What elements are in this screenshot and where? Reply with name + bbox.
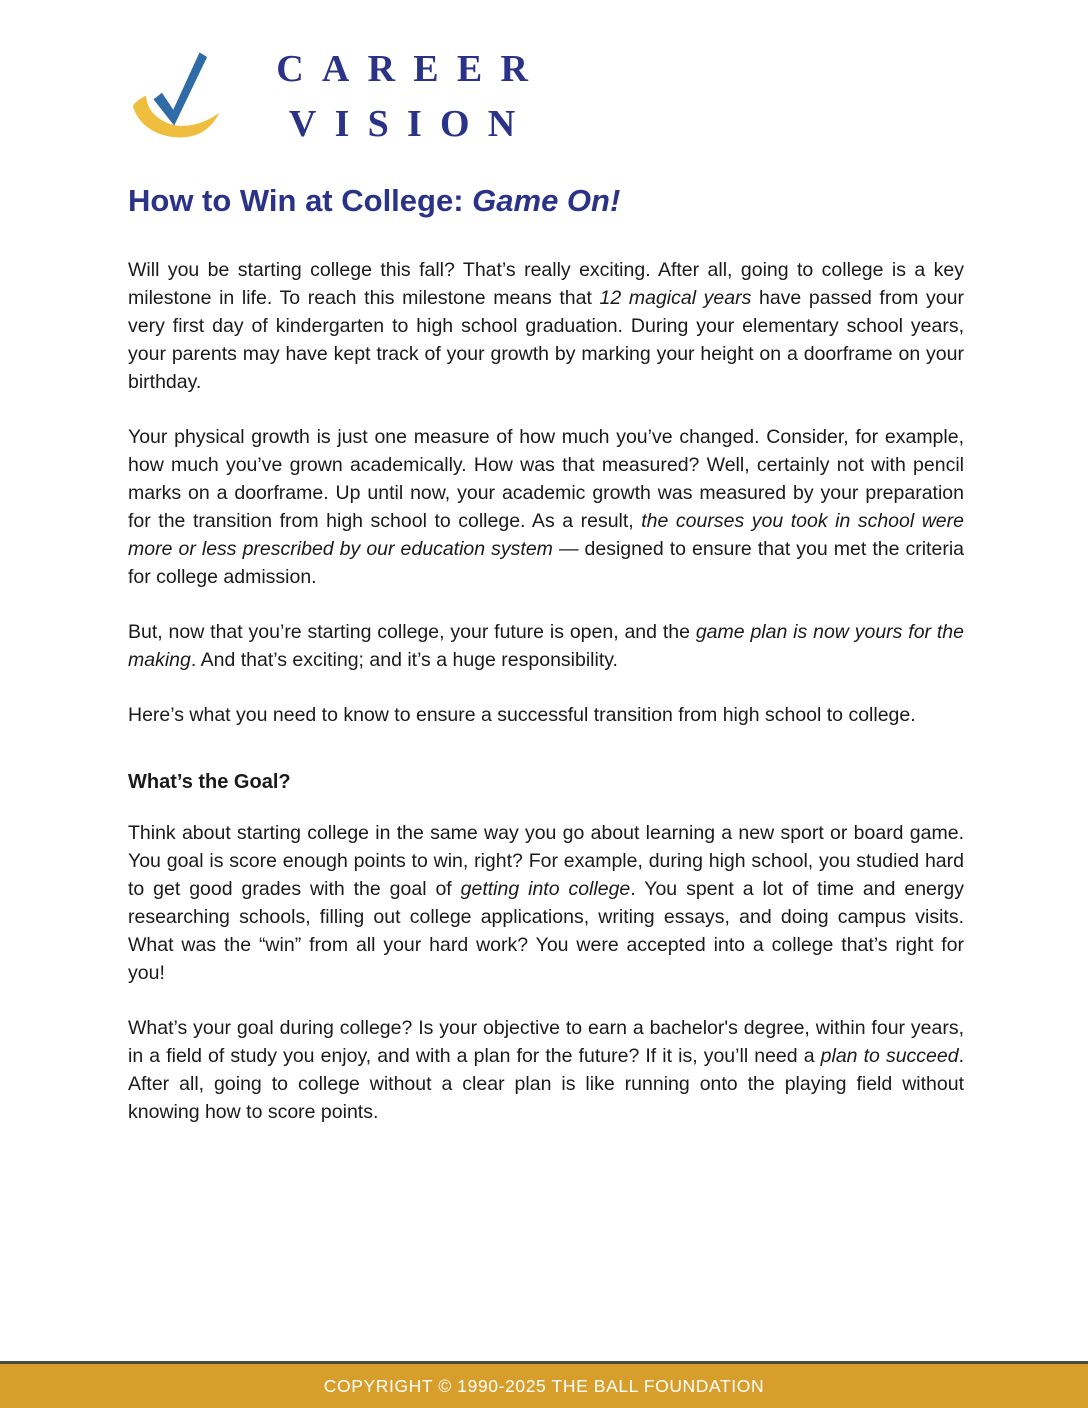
- checkmark-shape: [154, 52, 208, 125]
- paragraph: Think about starting college in the same way you go about learning a new sport or board game. You goal is score enough points to win, right? For example, during high school, you studied hard to get good grades with the goal of getting into college. You spent a lot of time and energy researching schools, filling out college applications, writing essays, and doing campus visits. What was the “win” from all your hard work? You were accepted into a college that’s right for you!: [128, 822, 964, 984]
- career-vision-logo: [130, 42, 546, 152]
- paragraph: What’s your goal during college? Is your objective to earn a bachelor's degree, within four years, in a field of study you enjoy, and with a plan for the future? If it is, you’ll need a plan to succeed. After all, going to college without a clear plan is like running onto the playing field without knowing how to score points.: [128, 1017, 964, 1123]
- paragraph: But, now that you’re starting college, your future is open, and the game plan is now yours for the making. And that’s exciting; and it’s a huge responsibility.: [128, 621, 964, 671]
- career-vision-logo-text: [258, 42, 546, 152]
- page-title-italic: Game On!: [472, 183, 621, 218]
- copyright-text: COPYRIGHT © 1990-2025 THE BALL FOUNDATION: [323, 1375, 765, 1396]
- page-title: [128, 182, 964, 220]
- article-body: [128, 256, 964, 1126]
- paragraph: Here’s what you need to know to ensure a successful transition from high school to college.: [128, 704, 916, 726]
- logo-word-vision: VISION: [288, 103, 534, 145]
- paragraph: Will you be starting college this fall? That’s really exciting. After all, going to college is a key milestone in life. To reach this milestone means that 12 magical years have passed from your very first day of kindergarten to high school graduation. During your elementary school years, your parents may have kept track of your growth by marking your height on a doorframe on your birthday.: [128, 259, 964, 393]
- page-title-regular: How to Win at College:: [128, 183, 473, 218]
- footer-bar: [0, 1364, 1088, 1408]
- paragraph: Your physical growth is just one measure of how much you’ve changed. Consider, for example, how much you’ve grown academically. How was that measured? Well, certainly not with pencil marks on a doorframe. Up until now, your academic growth was measured by your preparation for the transition from high school to college. As a result, the courses you took in school were more or less prescribed by our education system — designed to ensure that you met the criteria for college admission.: [128, 426, 964, 588]
- article: [128, 182, 964, 1153]
- section-heading: What’s the Goal?: [128, 771, 291, 793]
- logo-word-career: CAREER: [276, 48, 547, 90]
- check-swoosh-icon: [130, 47, 224, 147]
